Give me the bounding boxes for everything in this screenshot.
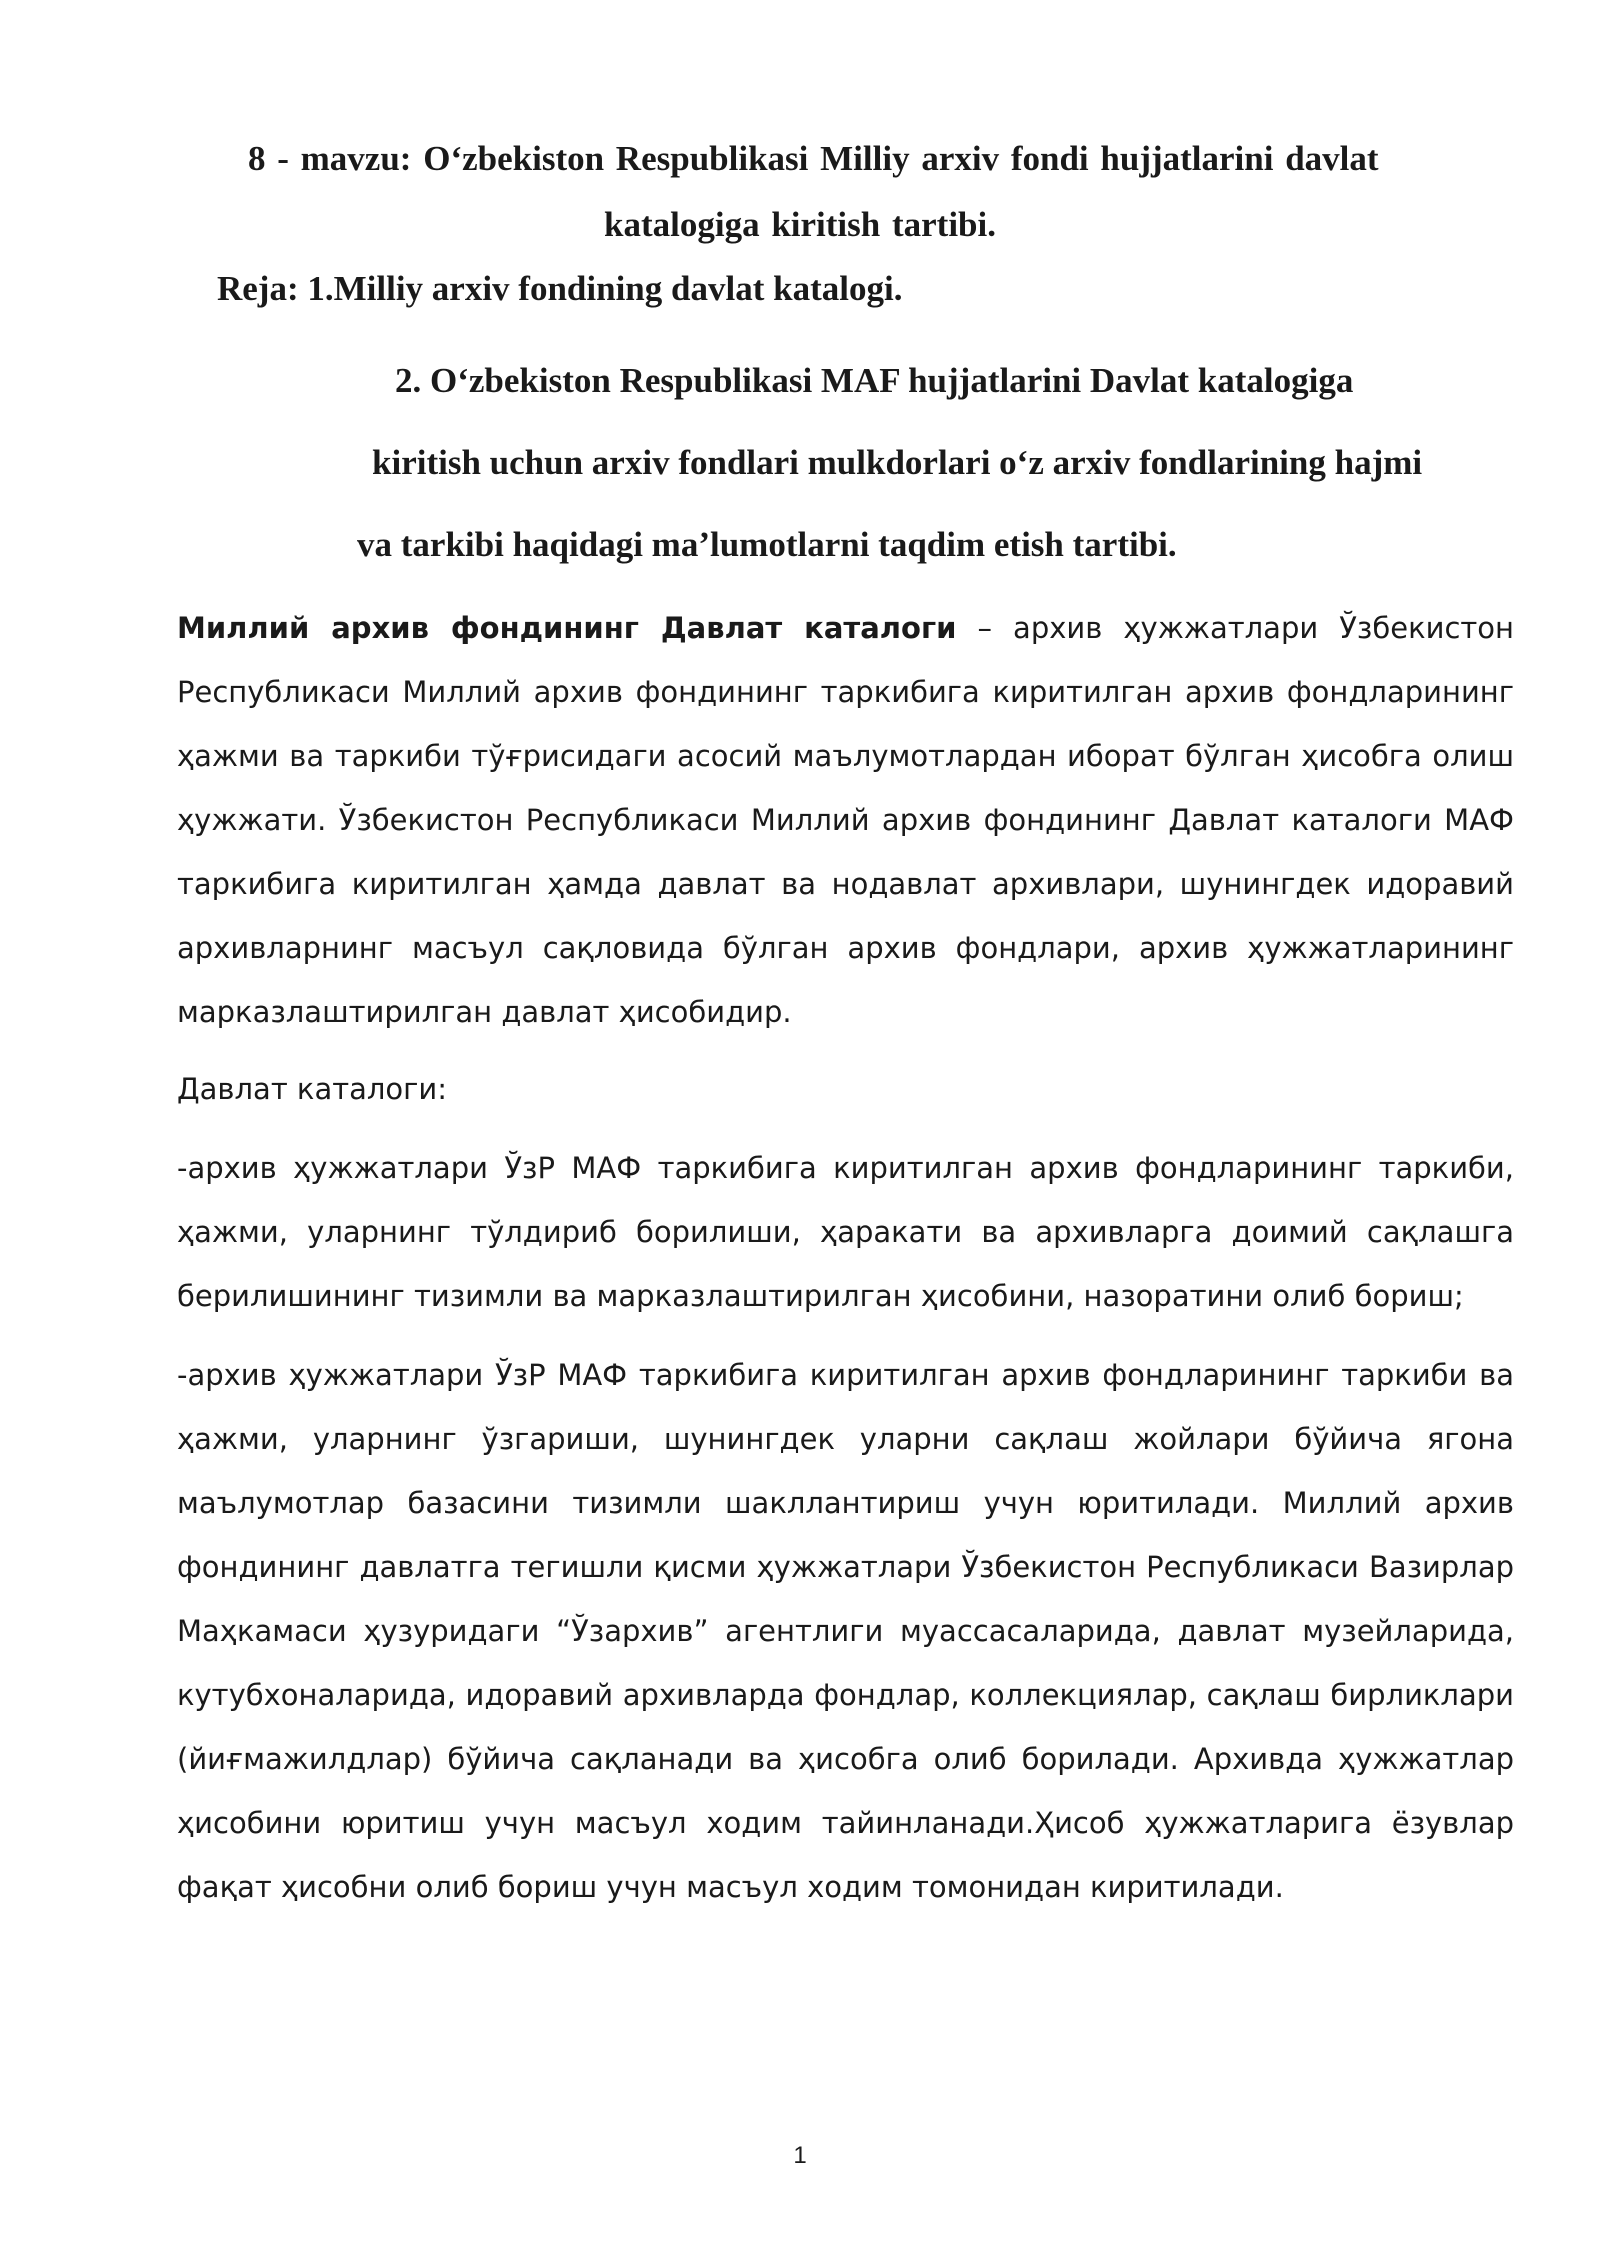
definition-term: Миллий архив фондининг Давлат каталоги xyxy=(177,611,957,645)
topic-title-line-1: 8 - mavzu: Oʻzbekiston Respublikasi Milliy arxiv fondi hujjatlarini davlat xyxy=(248,139,1379,178)
page-number: 1 xyxy=(793,2142,807,2169)
catalog-label: Давлат каталоги: xyxy=(177,1072,448,1106)
plan-item-2-line-1: 2. Oʻzbekiston Respublikasi MAF hujjatlarini Davlat katalogiga xyxy=(395,361,1354,400)
plan-item-1: Reja: 1.Milliy arxiv fondining davlat katalogi. xyxy=(217,269,903,308)
plan-item-2-line-3: va tarkibi haqidagi maʼlumotlarni taqdim etish tartibi. xyxy=(357,525,1177,564)
definition-text: – архив ҳужжатлари Ўзбекистон Республикаси Миллий архив фондининг таркибига киритилган архив фондларининг ҳажми ва таркиби тўғрисидаги асосий маълумотлардан иборат бўлган ҳисобга олиш ҳужжати. Ўзбекистон Республикаси Миллий архив фондининг Давлат каталоги МАФ таркибига киритилган ҳамда давлат ва нодавлат архивлари, шунингдек идоравий архивларнинг масъул сақловида бўлган архив фондлари, архив ҳужжатларининг марказлаштирилган давлат ҳисобидир. xyxy=(177,611,1514,1029)
topic-title-line-2: katalogiga kiritish tartibi. xyxy=(604,205,996,244)
purpose-paragraph-1: -архив ҳужжатлари ЎзР МАФ таркибига киритилган архив фондларининг таркиби, ҳажми, уларнинг тўлдириб борилиши, ҳаракати ва архивларга доимий сақлашга берилишининг тизимли ва марказлаштирилган ҳисобини, назоратини олиб бориш; xyxy=(177,1151,1514,1313)
purpose-paragraph-2: -архив ҳужжатлари ЎзР МАФ таркибига киритилган архив фондларининг таркиби ва ҳажми, уларнинг ўзгариши, шунингдек уларни сақлаш жойлари бўйича ягона маълумотлар базасини тизимли шакллантириш учун юритилади. Миллий архив фондининг давлатга тегишли қисми ҳужжатлари Ўзбекистон Республикаси Вазирлар Маҳкамаси ҳузуридаги “Ўзархив” агентлиги муассасаларида, давлат музейларида, кутубхоналарида, идоравий архивларда фондлар, коллекциялар, сақлаш бирликлари (йиғмажилдлар) бўйича сақланади ва ҳисобга олиб борилади. Архивда ҳужжатлар ҳисобини юритиш учун масъул ходим тайинланади.Ҳисоб ҳужжатларига ёзувлар фақат ҳисобни олиб бориш учун масъул ходим томонидан киритилади. xyxy=(177,1358,1514,1904)
plan-item-2-line-2: kiritish uchun arxiv fondlari mulkdorlari oʻz arxiv fondlarining hajmi xyxy=(372,443,1423,482)
definition-paragraph xyxy=(177,596,1514,1044)
